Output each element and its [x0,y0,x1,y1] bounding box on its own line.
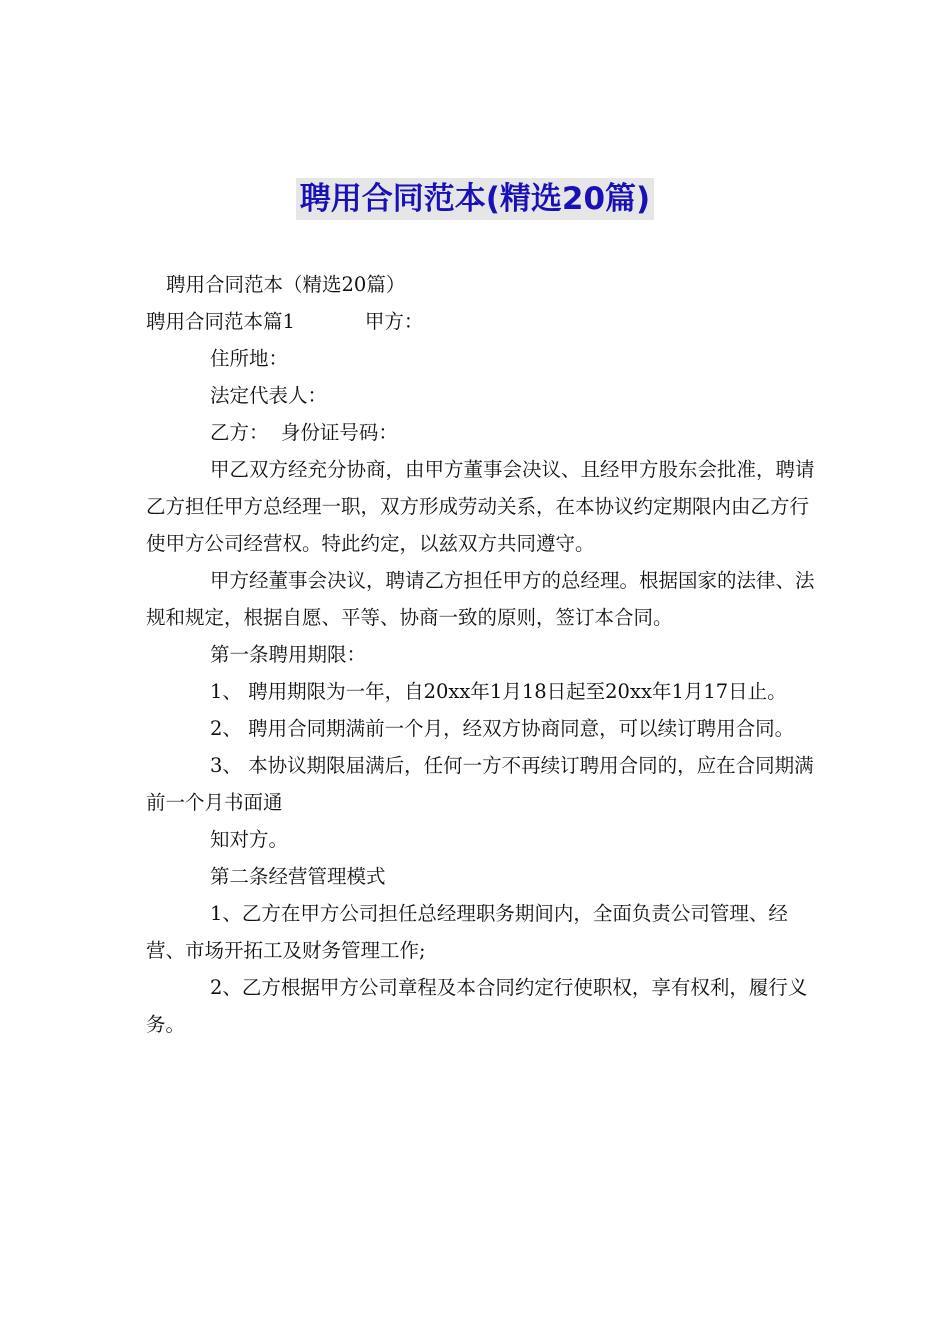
section-heading: 聘用合同范本篇1 [146,310,295,333]
document-body [146,266,816,1043]
party-a-label: 甲方： [364,310,424,333]
document-title: 聘用合同范本(精选20篇) [296,178,654,220]
article-item-continuation: 知对方。 [210,828,289,851]
paragraph: 甲乙双方经充分协商，由甲方董事会决议、且经甲方股东会批准，聘请乙方担任甲方总经理一职，双方形成劳动关系，在本协议约定期限内由乙方行使甲方公司经营权。特此约定，以兹双方共同遵守。 [146,458,815,555]
section-heading-row [146,303,816,340]
subtitle: 聘用合同范本（精选20篇） [166,273,406,296]
article-item: 3、 本协议期限届满后，任何一方不再续订聘用合同的，应在合同期满前一个月书面通 [146,754,814,814]
document-title-block [0,178,950,220]
article-item: 1、乙方在甲方公司担任总经理职务期间内，全面负责公司管理、经营、市场开拓工及财务管理工作; [146,902,788,962]
article-heading: 第一条聘用期限： [210,643,367,666]
paragraph: 甲方经董事会决议，聘请乙方担任甲方的总经理。根据国家的法律、法规和规定，根据自愿、平等、协商一致的原则，签订本合同。 [146,569,815,629]
party-b-line: 乙方： 身份证号码： [210,421,398,444]
article-item: 2、 聘用合同期满前一个月，经双方协商同意，可以续订聘用合同。 [210,717,795,740]
article-item: 2、乙方根据甲方公司章程及本合同约定行使职权，享有权利，履行义务。 [146,976,808,1036]
article-heading: 第二条经营管理模式 [210,865,386,888]
address-label: 住所地： [210,347,289,370]
article-item: 1、 聘用期限为一年，自20xx年1月18日起至20xx年1月17日止。 [210,680,787,703]
legal-rep-label: 法定代表人： [210,384,328,407]
